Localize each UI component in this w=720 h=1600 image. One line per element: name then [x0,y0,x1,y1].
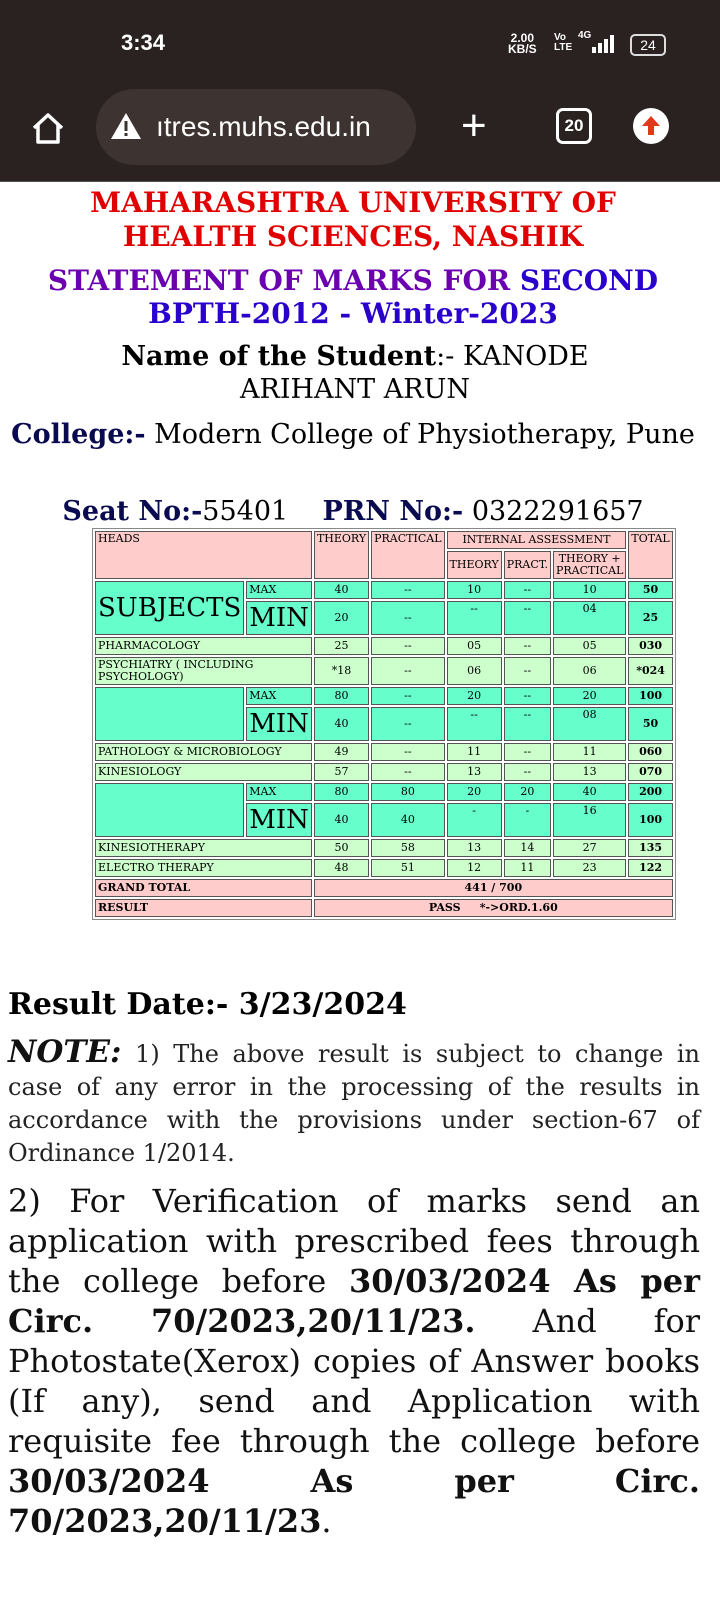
university-line1: MAHARASHTRA UNIVERSITY OF [90,186,616,219]
heads-header: HEADS [95,531,312,579]
table-cell: -- [371,601,444,635]
subject-name: PATHOLOGY & MICROBIOLOGY [95,743,312,761]
statement-part1: STATEMENT OF MARKS FOR [47,264,511,297]
table-row [95,581,673,599]
table-cell: 11 [447,743,502,761]
table-row [95,839,673,857]
table-cell: 06 [447,657,502,685]
table-cell: 50 [628,581,672,599]
college-label: College:- [11,419,146,450]
volte-top: Vo [554,32,567,43]
table-cell: 20 [447,687,502,705]
table-cell: -- [504,637,551,655]
warning-icon[interactable] [110,111,142,141]
max-label: MAX [246,783,312,801]
max-label: MAX [246,581,312,599]
note-2-deadline-a: 30/03/2024 As per Circ. 70/2023,20/11/23. [8,1262,701,1340]
name-sep: :- [436,341,463,372]
seat-label: Seat No:- [62,496,203,527]
table-cell: -- [504,707,551,741]
min-label: MIN [246,803,312,837]
table-row [95,743,673,761]
table-cell: 40 [314,581,369,599]
note-2-text-a: 2) For Verification of marks send an application with prescribed fees through the college before [8,1182,700,1300]
table-cell: -- [371,687,444,705]
subject-name: PSYCHIATRY ( INCLUDING PSYCHOLOGY) [95,657,312,685]
table-cell: -- [504,601,551,635]
table-cell: -- [371,581,444,599]
result-label: RESULT [95,899,312,917]
update-icon[interactable] [633,108,669,144]
table-cell: 122 [628,859,672,877]
table-cell: -- [447,601,502,635]
table-cell: 80 [314,783,369,801]
table-cell: 070 [628,763,672,781]
result-date-value: :- 3/23/2024 [204,987,407,1022]
table-cell: 20 [447,783,502,801]
table-cell: 14 [504,839,551,857]
internal-header: INTERNAL ASSESSMENT [447,531,627,549]
grand-total-label: GRAND TOTAL [95,879,312,897]
note-2-deadline-b: 30/03/2024 As per Circ. 70/2023,20/11/23 [8,1462,700,1540]
table-cell: 23 [553,859,626,877]
table-cell: -- [504,743,551,761]
table-cell: 20 [314,601,369,635]
table-row [95,859,673,877]
table-cell: -- [371,743,444,761]
table-cell: 13 [447,763,502,781]
table-cell: 04 [553,601,626,635]
network-speed [508,33,537,55]
note-2 [8,1181,700,1541]
result-pass: PASS [428,901,461,914]
university-title [0,186,706,254]
note-1 [8,1036,700,1170]
table-header-row [95,531,673,549]
max-label: MAX [246,687,312,705]
url-text[interactable]: ıtres.muhs.edu.in [156,111,371,142]
note-1-text: 1) The above result is subject to change in case of any error in the processing of the results in accordance with the provisions under section-67 of Ordinance 1/2014. [8,1040,700,1167]
note-label: NOTE: [8,1034,122,1070]
status-bar [0,0,720,86]
college-value: Modern College of Physiotherapy, Pune [145,419,695,450]
signal-icon [592,35,618,53]
result-date-label: Result Date [8,987,205,1022]
table-cell: 40 [314,707,369,741]
table-cell: 060 [628,743,672,761]
total-header: TOTAL [628,531,672,579]
table-cell: - [447,803,502,837]
table-cell: 10 [447,581,502,599]
table-row [95,687,673,705]
statement-part2: SECOND [510,264,659,297]
table-cell: 40 [371,803,444,837]
college-name [0,418,706,451]
table-cell: 48 [314,859,369,877]
speed-unit: KB/S [508,42,537,56]
ia-pract-header: PRACT. [504,551,551,579]
min-label: MIN [246,707,312,741]
table-cell: 40 [553,783,626,801]
subject-name: PHARMACOLOGY [95,637,312,655]
table-cell: 12 [447,859,502,877]
blank-cell [95,783,244,837]
seat-prn [0,495,706,528]
table-cell: 11 [504,859,551,877]
table-cell: 25 [628,601,672,635]
theory-header: THEORY [314,531,369,579]
home-icon[interactable] [28,108,68,148]
table-cell: -- [504,657,551,685]
table-cell: 05 [553,637,626,655]
table-cell: 57 [314,763,369,781]
table-cell: 200 [628,783,672,801]
student-name [60,340,650,406]
network-type: 4G [578,30,592,41]
subject-name: KINESIOLOGY [95,763,312,781]
blank-cell [95,687,244,741]
table-cell: -- [504,581,551,599]
clock: 3:34 [121,30,166,55]
table-cell: 030 [628,637,672,655]
table-cell: 13 [447,839,502,857]
ia-tp-header: THEORY + PRACTICAL [553,551,626,579]
table-cell: 27 [553,839,626,857]
result-value [314,899,673,917]
table-cell: -- [504,763,551,781]
seat-value: 55401 [202,496,289,527]
table-cell: 13 [553,763,626,781]
subject-name: ELECTRO THERAPY [95,859,312,877]
table-cell: - [504,803,551,837]
table-cell: 25 [314,637,369,655]
tabs-icon[interactable]: 20 [556,108,592,144]
battery-icon: 24 [630,34,666,56]
subject-name: KINESIOTHERAPY [95,839,312,857]
table-cell: 80 [314,687,369,705]
min-label: MIN [246,601,312,635]
grand-total-value: 441 / 700 [314,879,673,897]
result-ordinance: *->ORD.1.60 [479,901,558,914]
table-cell: 100 [628,687,672,705]
table-cell: 135 [628,839,672,857]
table-cell: 16 [553,803,626,837]
name-value: KANODE ARIHANT ARUN [240,341,589,405]
subjects-cell: SUBJECTS [95,581,244,635]
table-cell: 06 [553,657,626,685]
table-cell: 50 [628,707,672,741]
table-cell: -- [371,707,444,741]
table-cell: 80 [371,783,444,801]
table-cell: -- [371,637,444,655]
result-date [8,987,407,1022]
statement-line2: BPTH-2012 - Winter-2023 [148,297,558,330]
ia-theory-header: THEORY [447,551,502,579]
volte-indicator [554,33,572,53]
table-cell: 49 [314,743,369,761]
table-cell: 08 [553,707,626,741]
university-line2: HEALTH SCIENCES, NASHIK [122,220,584,253]
table-cell: 11 [553,743,626,761]
table-cell: 100 [628,803,672,837]
table-cell: 05 [447,637,502,655]
browser-toolbar [0,86,720,182]
prn-label: PRN No:- [322,496,464,527]
table-cell: 20 [553,687,626,705]
table-cell: 58 [371,839,444,857]
grand-total-row [95,879,673,897]
table-cell: 51 [371,859,444,877]
table-cell: 20 [504,783,551,801]
table-row [95,783,673,801]
table-cell: -- [371,657,444,685]
table-cell: 10 [553,581,626,599]
table-row [95,763,673,781]
address-bar[interactable] [96,89,416,165]
note-2-text-c: And for Photostate(Xerox) copies of Answer books (If any), send and Application with requisite fee through the college before [8,1302,701,1460]
table-cell: 40 [314,803,369,837]
table-cell: *024 [628,657,672,685]
volte-bottom: LTE [554,42,573,53]
speed-value: 2.00 [510,31,535,45]
note-2-text-e: . [321,1502,332,1540]
statement-title [0,264,706,330]
table-cell: -- [371,763,444,781]
table-cell: *18 [314,657,369,685]
plus-icon[interactable]: + [461,101,487,150]
marks-table [92,528,676,920]
table-row [95,637,673,655]
table-cell: 50 [314,839,369,857]
result-row [95,899,673,917]
table-cell: -- [504,687,551,705]
name-label: Name of the Student [121,341,437,372]
table-cell: -- [447,707,502,741]
table-row [95,657,673,685]
practical-header: PRACTICAL [371,531,444,579]
prn-value: 0322291657 [463,496,644,527]
